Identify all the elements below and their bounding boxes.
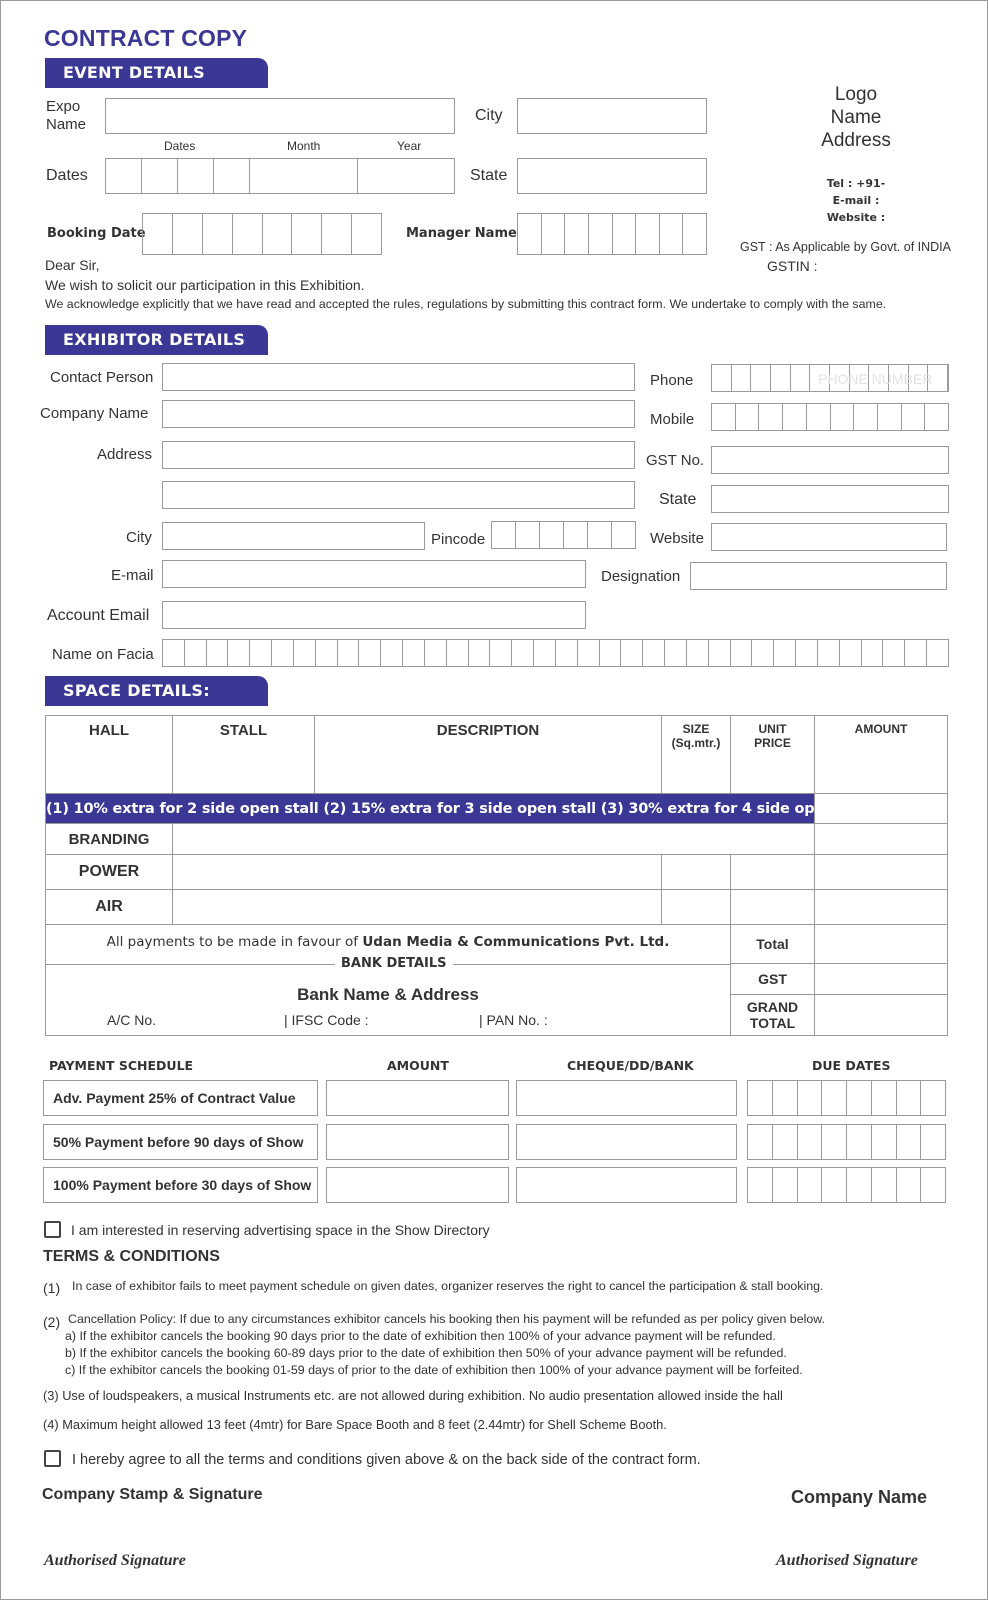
gst-no-field[interactable] (711, 446, 949, 474)
account-email-field[interactable] (162, 601, 586, 629)
grand-total-amount[interactable] (815, 995, 948, 1036)
branding-amount[interactable] (815, 824, 948, 855)
exhibitor-city-label: City (126, 529, 152, 546)
term-2b: b) If the exhibitor cancels the booking 60-89 days prior to the date of exhibition then 50% of your advance payment will be refunded. (65, 1346, 787, 1360)
ifsc-label: | IFSC Code : (284, 1012, 369, 1028)
sub-month-label: Month (287, 139, 321, 153)
payment-cheque-header: CHEQUE/DD/BANK (567, 1058, 694, 1073)
mobile-label: Mobile (650, 411, 695, 428)
salutation: Dear Sir, (45, 257, 100, 273)
expo-label-line1: Expo (46, 98, 81, 115)
power-amount[interactable] (815, 855, 948, 890)
space-header-row (46, 716, 948, 794)
total-row (46, 925, 948, 964)
company-name-label: Company Name (40, 405, 149, 422)
organizer-logo-block (791, 83, 921, 152)
contact-person-field[interactable] (162, 363, 635, 391)
term-2c: c) If the exhibitor cancels the booking 01-59 days of prior to the date of exhibition then 100% of your advance payment will be forfeited. (65, 1363, 803, 1377)
website-field[interactable] (711, 523, 947, 551)
company-name-field[interactable] (162, 400, 635, 428)
email-label: E-mail (111, 567, 154, 584)
space-details-band: SPACE DETAILS: (45, 676, 268, 706)
total-amount[interactable] (815, 925, 948, 964)
air-unit[interactable] (731, 890, 815, 925)
agree-label: I hereby agree to all the terms and conditions given above & on the back side of the contract form. (72, 1452, 701, 1468)
air-label: AIR (46, 890, 173, 925)
event-city-field[interactable] (517, 98, 707, 134)
branding-row (46, 824, 948, 855)
term-3: (3) Use of loudspeakers, a musical Instruments etc. are not allowed during exhibition. No audio presentation allowed inside the hall (43, 1388, 783, 1403)
agree-checkbox[interactable] (44, 1450, 61, 1467)
payment-row-3-due[interactable] (747, 1167, 946, 1203)
address-field-2[interactable] (162, 481, 635, 509)
expo-name-label (46, 98, 86, 134)
gst-total-label: GST (731, 964, 815, 995)
advertising-label: I am interested in reserving advertising space in the Show Directory (71, 1222, 490, 1238)
event-city-label: City (475, 107, 503, 124)
manager-name-label: Manager Name (406, 226, 517, 241)
pan-label: | PAN No. : (479, 1012, 548, 1028)
grand-total-label (731, 995, 815, 1036)
payments-company: Udan Media & Communications Pvt. Ltd. (362, 934, 670, 950)
payment-row-2-amount[interactable] (326, 1124, 509, 1160)
website-label: Website (650, 530, 704, 547)
expo-name-field[interactable] (105, 98, 455, 134)
intro-line-2: We acknowledge explicitly that we have read and accepted the rules, regulations by submitting this contract form. We undertake to comply with the same. (45, 297, 887, 311)
payment-due-header: DUE DATES (812, 1058, 891, 1073)
intro-line-1: We wish to solicit our participation in this Exhibition. (45, 277, 365, 293)
organizer-name: Name (830, 107, 882, 128)
term-2-number: (2) (43, 1314, 61, 1330)
gst-note: GST : As Applicable by Govt. of INDIA (740, 240, 951, 254)
contact-person-label: Contact Person (50, 369, 154, 386)
mobile-field[interactable] (711, 403, 949, 431)
bank-name-address: Bank Name & Address (297, 985, 479, 1004)
payments-prefix: All payments to be made in favour of (106, 934, 363, 950)
payment-row-2-cheque[interactable] (516, 1124, 737, 1160)
air-cell[interactable] (173, 890, 662, 925)
power-row (46, 855, 948, 890)
manager-name-field[interactable] (517, 213, 707, 255)
phone-label: Phone (650, 372, 694, 389)
description-header: DESCRIPTION (315, 716, 662, 794)
event-state-label: State (470, 167, 508, 184)
power-unit[interactable] (731, 855, 815, 890)
payment-row-1-due[interactable] (747, 1080, 946, 1116)
expo-label-line2: Name (46, 116, 87, 133)
company-name-footer: Company Name (791, 1487, 928, 1507)
authorised-signature-right: Authorised Signature (776, 1552, 918, 1569)
payment-row-2-due[interactable] (747, 1124, 946, 1160)
company-stamp-label: Company Stamp & Signature (42, 1486, 263, 1503)
sub-dates-label: Dates (164, 139, 196, 153)
grand-total-line2: TOTAL (749, 1015, 796, 1031)
organizer-address: Address (821, 130, 891, 151)
terms-heading: TERMS & CONDITIONS (43, 1248, 220, 1265)
exhibitor-state-field[interactable] (711, 485, 949, 513)
facia-field[interactable] (162, 639, 949, 667)
payment-row-2-label: 50% Payment before 90 days of Show (43, 1124, 318, 1160)
designation-field[interactable] (690, 562, 947, 590)
unit-price-header (731, 716, 815, 794)
payment-amount-header: AMOUNT (387, 1058, 449, 1073)
space-details-table (45, 715, 948, 1036)
ac-no-label: A/C No. (107, 1012, 157, 1028)
payment-row-3-amount[interactable] (326, 1167, 509, 1203)
term-2a: a) If the exhibitor cancels the booking 90 days prior to the date of exhibition then 100% of your advance payment will be refunded. (65, 1329, 776, 1343)
event-details-band: EVENT DETAILS (45, 58, 268, 88)
organizer-tel: Tel : +91- (826, 177, 886, 190)
amount-header: AMOUNT (815, 716, 948, 794)
term-4: (4) Maximum height allowed 13 feet (4mtr) for Bare Space Booth and 8 feet (2.44mtr) for Shell Scheme Booth. (43, 1417, 667, 1432)
payment-row-1-label: Adv. Payment 25% of Contract Value (43, 1080, 318, 1116)
booking-date-field[interactable] (142, 213, 382, 255)
sub-year-label: Year (397, 139, 422, 153)
payment-row-3-cheque[interactable] (516, 1167, 737, 1203)
bank-details-heading: BANK DETAILS (335, 956, 453, 971)
phone-field[interactable] (711, 364, 949, 392)
power-label: POWER (46, 855, 173, 890)
bank-details-cell (46, 925, 731, 1036)
hall-header: HALL (46, 716, 173, 794)
payment-row-1-cheque[interactable] (516, 1080, 737, 1116)
exhibitor-details-band: EXHIBITOR DETAILS (45, 325, 268, 355)
branding-label: BRANDING (46, 824, 173, 855)
stall-header: STALL (173, 716, 315, 794)
facia-label: Name on Facia (52, 646, 154, 663)
air-size[interactable] (662, 890, 731, 925)
event-dates-field[interactable] (105, 158, 455, 194)
payment-schedule-header: PAYMENT SCHEDULE (49, 1058, 194, 1073)
exhibitor-city-field[interactable] (162, 522, 425, 550)
gstin-label: GSTIN : (767, 258, 818, 274)
pincode-field[interactable] (491, 521, 636, 549)
open-stall-note: (1) 10% extra for 2 side open stall (2) 15% extra for 3 side open stall (3) 30% extra for 4 side open stall (46, 794, 815, 824)
phone-placeholder: PHONE NUMBER (818, 371, 933, 387)
term-1: In case of exhibitor fails to meet payment schedule on given dates, organizer reserves the right to cancel the participation & stall booking. (72, 1279, 824, 1293)
account-email-label: Account Email (47, 607, 150, 624)
air-amount[interactable] (815, 890, 948, 925)
payment-row-3-label: 100% Payment before 30 days of Show (43, 1167, 318, 1203)
gst-amount[interactable] (815, 964, 948, 995)
page-title: CONTRACT COPY (44, 25, 248, 51)
total-label: Total (731, 925, 815, 964)
dates-label: Dates (46, 167, 88, 184)
branding-cell[interactable] (173, 824, 815, 855)
air-row (46, 890, 948, 925)
event-state-field[interactable] (517, 158, 707, 194)
organizer-contacts (791, 175, 921, 226)
address-label: Address (97, 446, 153, 463)
size-header-line2: (Sq.mtr.) (671, 736, 721, 750)
email-field[interactable] (162, 560, 586, 588)
unit-header-line2: PRICE (754, 736, 791, 750)
organizer-email: E-mail : (832, 194, 880, 207)
gst-no-label: GST No. (646, 452, 705, 469)
pincode-label: Pincode (431, 531, 486, 548)
payments-note (46, 934, 730, 950)
booking-date-label: Booking Date (47, 226, 146, 241)
organizer-website: Website : (826, 211, 886, 224)
size-header-line1: SIZE (682, 722, 710, 736)
power-size[interactable] (662, 855, 731, 890)
logo-placeholder: Logo (834, 84, 878, 105)
address-field-1[interactable] (162, 441, 635, 469)
advertising-checkbox[interactable] (44, 1221, 61, 1238)
unit-header-line1: UNIT (758, 722, 787, 736)
grand-total-line1: GRAND (746, 999, 799, 1015)
designation-label: Designation (601, 568, 681, 585)
authorised-signature-left: Authorised Signature (44, 1552, 186, 1569)
term-2: Cancellation Policy: If due to any circumstances exhibitor cancels his booking then his payment will be refunded as per policy given below. (68, 1312, 825, 1326)
power-cell[interactable] (173, 855, 662, 890)
open-stall-note-row (46, 794, 948, 824)
exhibitor-state-label: State (659, 491, 697, 508)
term-1-number: (1) (43, 1280, 61, 1296)
payment-row-1-amount[interactable] (326, 1080, 509, 1116)
size-header (662, 716, 731, 794)
